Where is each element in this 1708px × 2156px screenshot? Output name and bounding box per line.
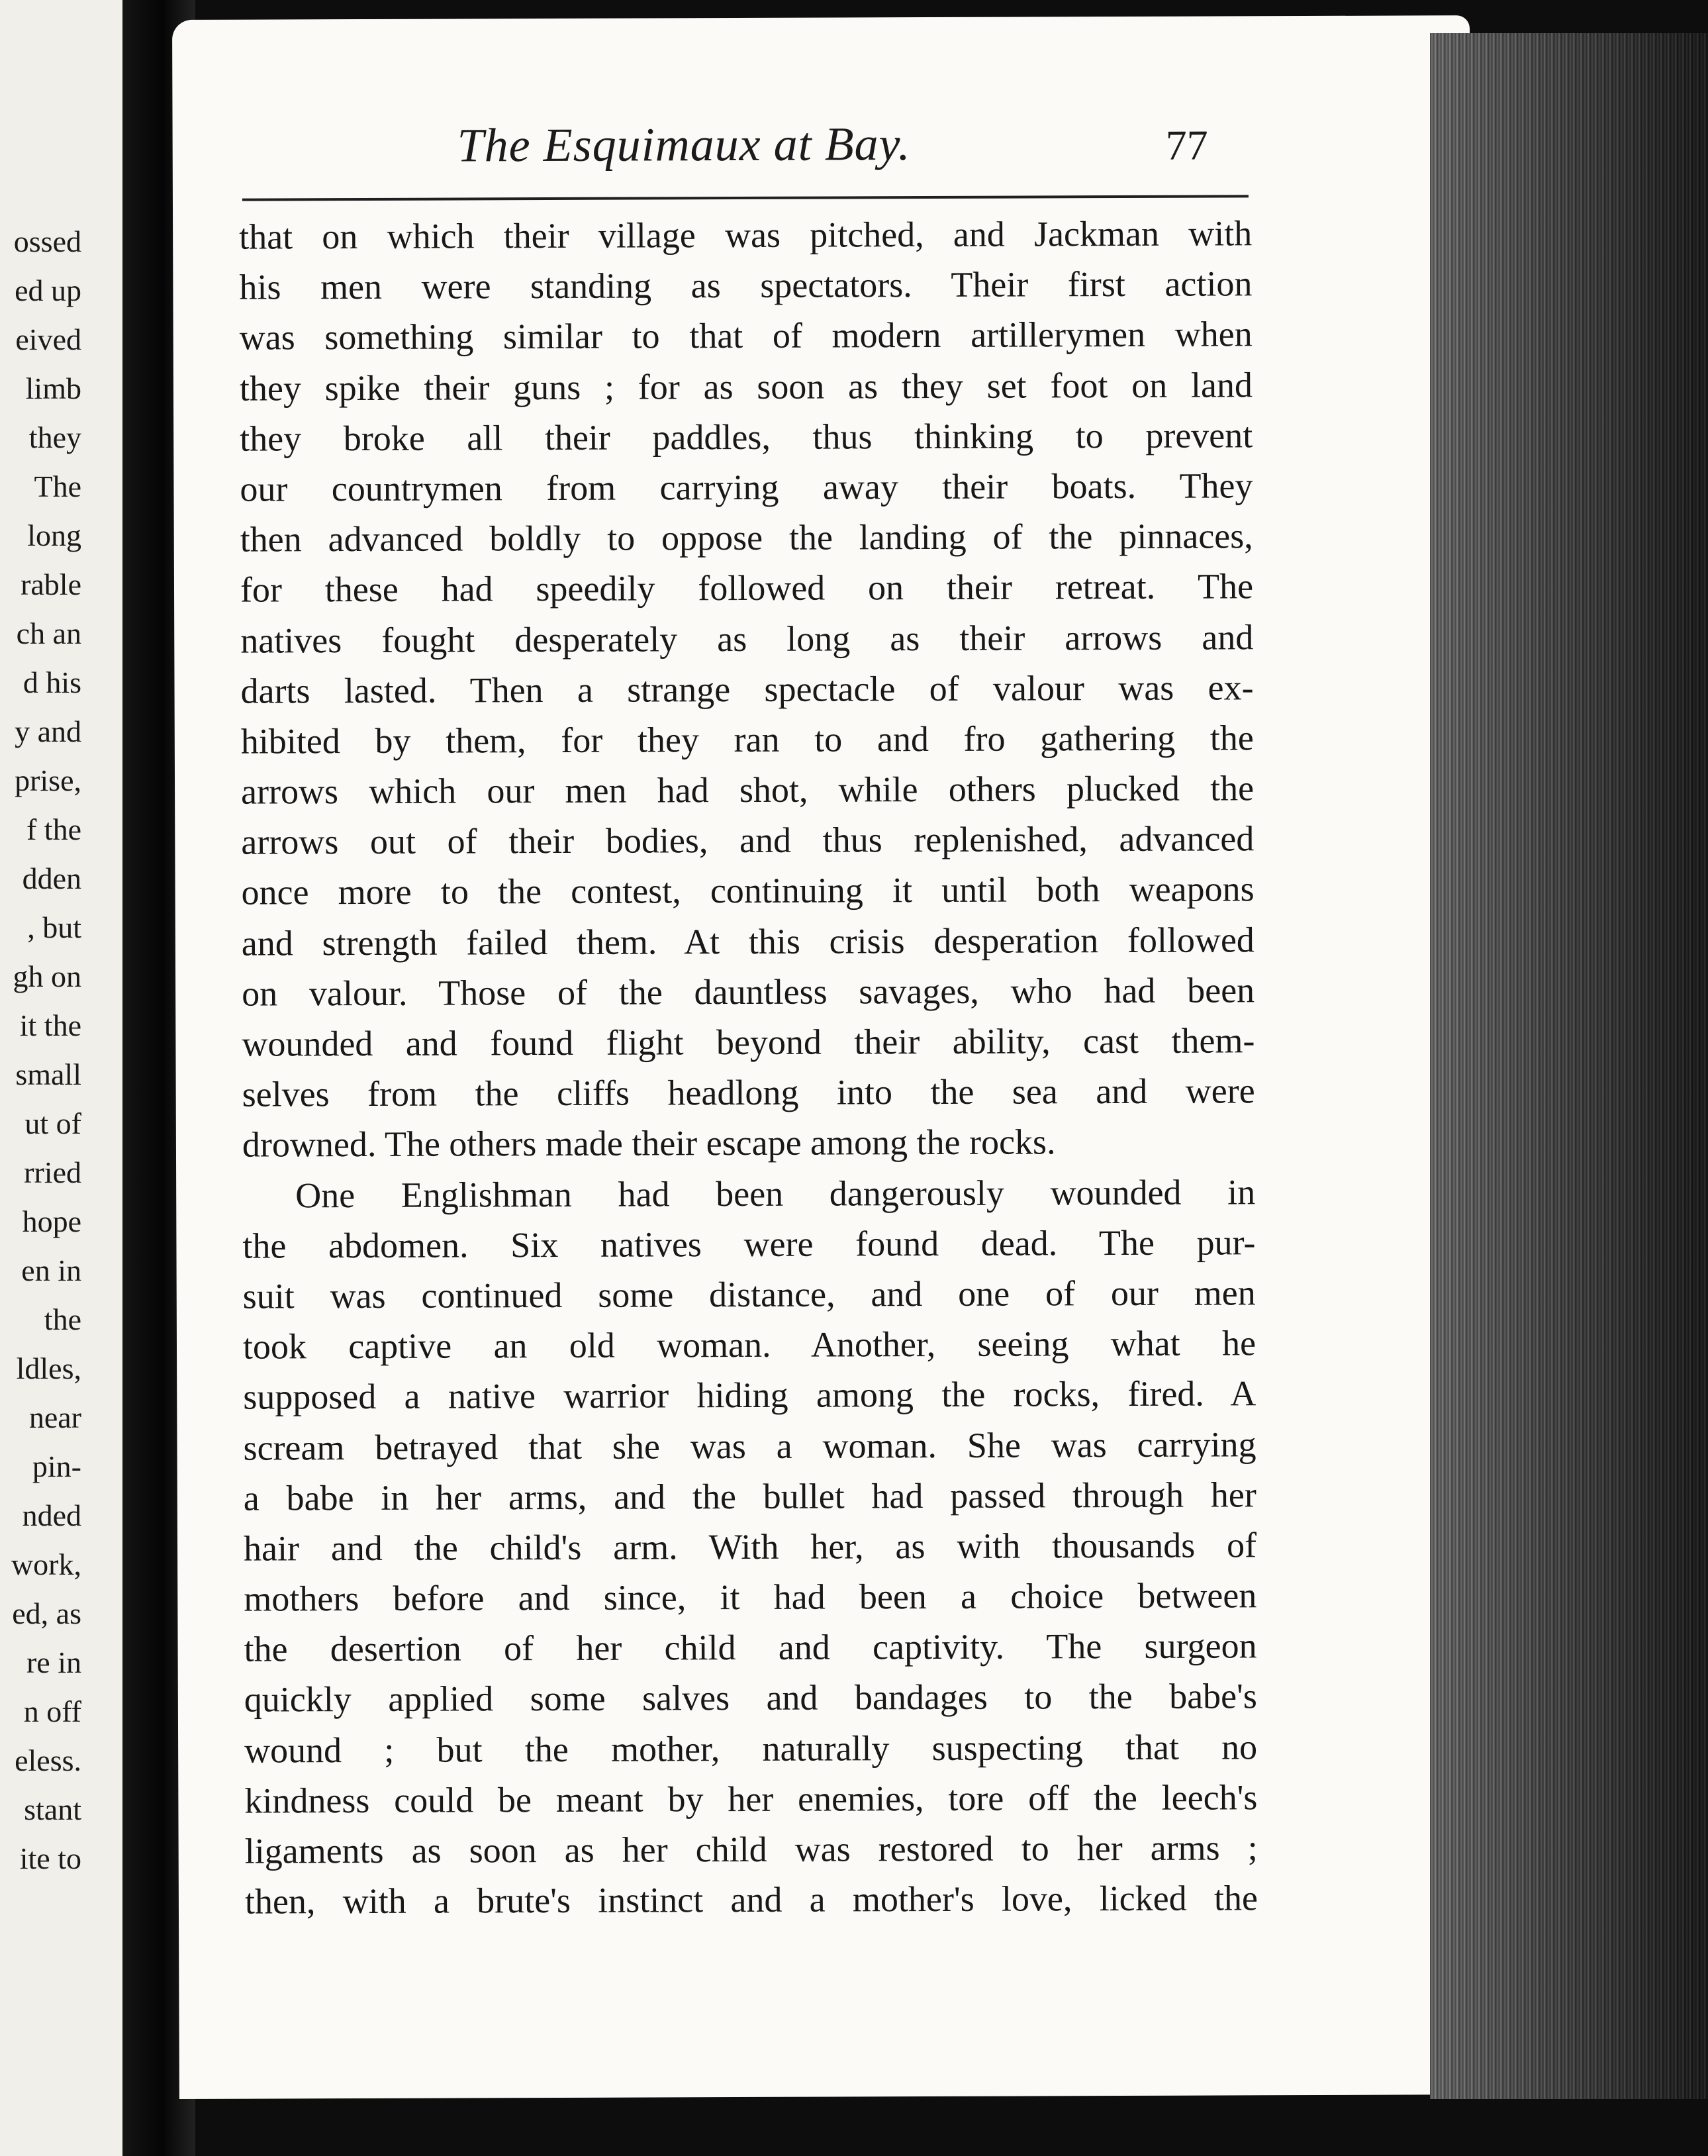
text-line: wounded and found flight beyond their ability, cast them- [242, 1020, 1255, 1064]
text-line: then, with a brute's instinct and a mother's love, licked the [244, 1878, 1258, 1922]
body-text [239, 208, 1258, 1927]
text-line: natives fought desperately as long as their arrows and [240, 616, 1254, 661]
left-page-line: stant [24, 1792, 81, 1826]
left-page-line: pin- [32, 1449, 81, 1483]
page-header [172, 108, 1470, 185]
left-page-line: eived [15, 322, 81, 356]
text-line: for these had speedily followed on their retreat. The [240, 566, 1254, 610]
left-page-line: ed up [15, 273, 81, 307]
text-line: a babe in her arms, and the bullet had passed through her [243, 1474, 1257, 1518]
text-line: they spike their guns ; for as soon as they set foot on land [239, 364, 1253, 409]
left-page-line: nded [22, 1498, 81, 1532]
left-page-line: f the [26, 812, 81, 846]
text-line: wound ; but the mother, naturally suspecting that no [244, 1726, 1258, 1771]
text-line: selves from the cliffs headlong into the sea and were [242, 1071, 1255, 1114]
text-line: once more to the contest, continuing it until both weapons [241, 869, 1255, 913]
text-line: hibited by them, for they ran to and fro gathering the [240, 718, 1254, 761]
left-page-line: gh on [13, 959, 81, 993]
text-line: arrows which our men had shot, while others plucked the [240, 768, 1255, 812]
text-line: supposed a native warrior hiding among the rocks, fired. A [243, 1373, 1257, 1417]
text-line: the abdomen. Six natives were found dead. The pur- [242, 1222, 1256, 1266]
left-page-line: ut of [24, 1106, 81, 1140]
text-line: kindness could be meant by her enemies, tore off the leech's [244, 1777, 1258, 1821]
fore-edge-shading [1430, 33, 1708, 2099]
left-page-line: n off [23, 1694, 81, 1728]
left-page-line: ldles, [16, 1351, 81, 1385]
left-page-line: d his [23, 665, 81, 699]
left-page-line: the [44, 1302, 81, 1336]
text-line: quickly applied some salves and bandages to the babe's [244, 1676, 1257, 1720]
text-line: ligaments as soon as her child was restored to her arms ; [244, 1828, 1258, 1871]
left-page-line: near [28, 1400, 81, 1434]
left-page-line: it the [19, 1008, 81, 1042]
left-page-line: work, [11, 1547, 81, 1581]
left-page-line: eless. [15, 1743, 81, 1777]
text-line: darts lasted. Then a strange spectacle of valour was ex- [240, 667, 1254, 711]
left-page-line: limb [25, 371, 81, 405]
text-line: on valour. Those of the dauntless savages, who had been [242, 970, 1255, 1014]
text-line: and strength failed them. At this crisis desperation followed [241, 919, 1255, 963]
left-page-line: they [28, 420, 81, 454]
text-line: our countrymen from carrying away their boats. They [240, 466, 1253, 509]
text-line: mothers before and since, it had been a choice between [244, 1575, 1257, 1619]
left-page-line: prise, [15, 763, 81, 797]
left-page-line: hope [22, 1204, 81, 1238]
text-line: was something similar to that of modern artillerymen when [239, 314, 1253, 358]
header-rule [242, 195, 1249, 201]
left-page-line: rable [21, 567, 81, 601]
left-page-line: en in [21, 1253, 81, 1287]
left-page-line: y and [15, 714, 81, 748]
left-page-line: ite to [19, 1841, 81, 1875]
book-page [172, 15, 1477, 2099]
running-title: The Esquimaux at Bay. [457, 117, 911, 172]
text-line: then advanced boldly to oppose the landing of the pinnaces, [240, 516, 1253, 560]
left-page-line: ed, as [12, 1596, 81, 1630]
text-line: took captive an old woman. Another, seeing what he [242, 1323, 1257, 1367]
text-line: arrows out of their bodies, and thus replenished, advanced [241, 818, 1255, 862]
left-page-line: long [27, 518, 81, 552]
text-line: scream betrayed that she was a woman. She was carrying [243, 1424, 1257, 1468]
left-page-line: , but [27, 910, 81, 944]
left-page-line: small [15, 1057, 81, 1091]
text-line: his men were standing as spectators. Their first action [239, 264, 1253, 307]
text-line: they broke all their paddles, thus thinking to prevent [240, 415, 1253, 459]
left-page-line: The [34, 469, 81, 503]
left-page-line: rried [24, 1155, 81, 1189]
left-page-line: ossed [13, 224, 81, 258]
text-line: the desertion of her child and captivity. The surgeon [244, 1626, 1257, 1669]
left-page-line: re in [26, 1645, 81, 1679]
text-line: that on which their village was pitched, and Jackman with [239, 213, 1253, 257]
page-number: 77 [1165, 121, 1208, 169]
left-facing-page [0, 0, 122, 2156]
left-page-line: ch an [16, 616, 81, 650]
text-line: hair and the child's arm. With her, as with thousands of [243, 1525, 1257, 1569]
text-line: suit was continued some distance, and one of our men [242, 1273, 1256, 1316]
text-line: One Englishman had been dangerously wounded in [295, 1171, 1256, 1215]
left-page-line: dden [22, 861, 81, 895]
text-line: drowned. The others made their escape among the rocks. [242, 1122, 1056, 1165]
